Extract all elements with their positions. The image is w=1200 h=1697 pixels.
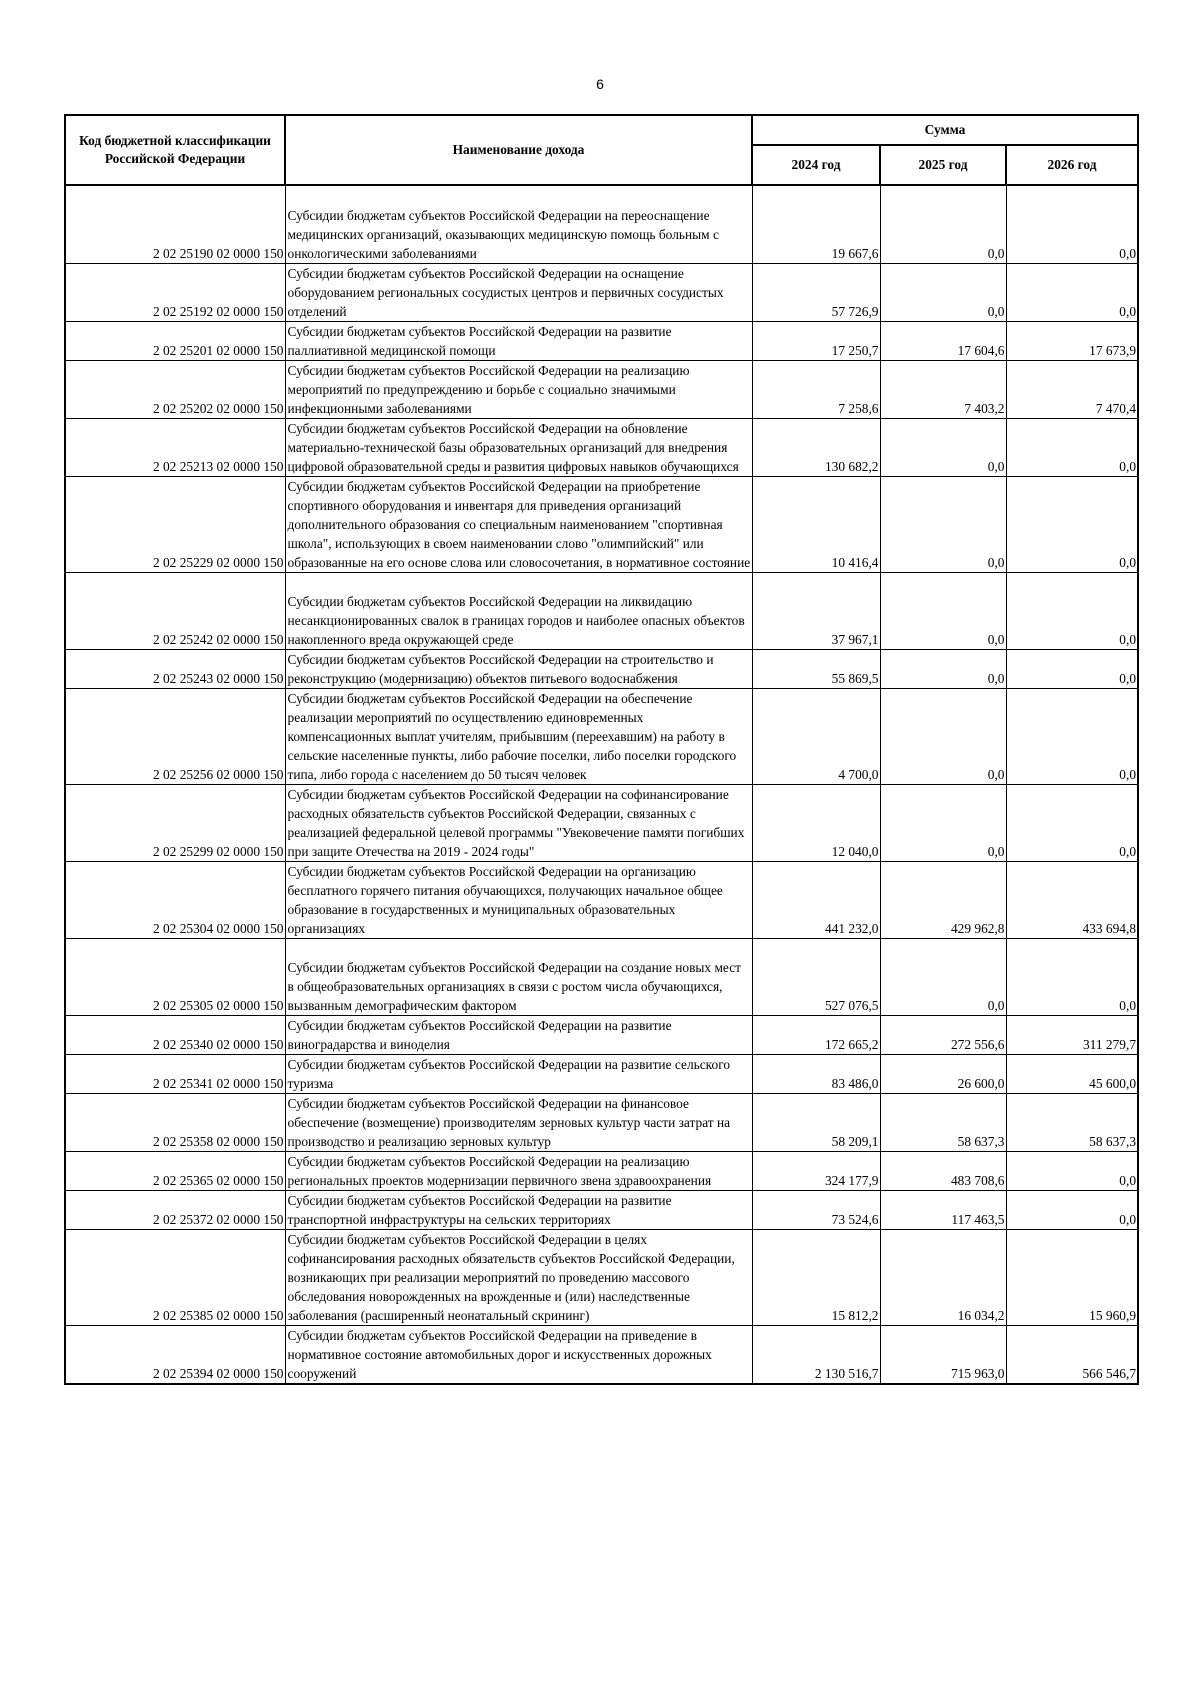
table-row xyxy=(65,361,1138,419)
table-row xyxy=(65,939,1138,1016)
row-name: Субсидии бюджетам субъектов Российской Федерации на обеспечение реализации мероприятий по осуществлению единовременных компенсационных выплат учителям, прибывшим (переехавшим) на работу в сельские населенные пункты, либо рабочие поселки, либо поселки городского типа, либо города с населением до 50 тысяч человек xyxy=(285,689,752,785)
row-code: 2 02 25299 02 0000 150 xyxy=(65,785,285,862)
row-code: 2 02 25341 02 0000 150 xyxy=(65,1055,285,1094)
header-year-2024: 2024 год xyxy=(752,145,880,185)
row-amount-2026: 0,0 xyxy=(1006,785,1138,862)
table-row xyxy=(65,419,1138,477)
row-amount-2025: 0,0 xyxy=(880,477,1006,573)
row-amount-2024: 19 667,6 xyxy=(752,185,880,264)
row-amount-2024: 17 250,7 xyxy=(752,322,880,361)
row-name: Субсидии бюджетам субъектов Российской Федерации на развитие сельского туризма xyxy=(285,1055,752,1094)
table-row xyxy=(65,264,1138,322)
header-year-2025: 2025 год xyxy=(880,145,1006,185)
row-code: 2 02 25394 02 0000 150 xyxy=(65,1326,285,1385)
row-amount-2025: 26 600,0 xyxy=(880,1055,1006,1094)
row-amount-2025: 0,0 xyxy=(880,185,1006,264)
row-amount-2025: 117 463,5 xyxy=(880,1191,1006,1230)
row-amount-2025: 272 556,6 xyxy=(880,1016,1006,1055)
row-amount-2025: 0,0 xyxy=(880,939,1006,1016)
row-amount-2025: 429 962,8 xyxy=(880,862,1006,939)
row-name: Субсидии бюджетам субъектов Российской Федерации на создание новых мест в общеобразовательных организациях в связи с ростом числа обучающихся, вызванным демографическим фактором xyxy=(285,939,752,1016)
header-sum: Сумма xyxy=(752,115,1138,145)
row-amount-2026: 15 960,9 xyxy=(1006,1230,1138,1326)
row-amount-2024: 4 700,0 xyxy=(752,689,880,785)
table-row xyxy=(65,1094,1138,1152)
row-amount-2026: 0,0 xyxy=(1006,650,1138,689)
row-code: 2 02 25304 02 0000 150 xyxy=(65,862,285,939)
row-amount-2026: 17 673,9 xyxy=(1006,322,1138,361)
row-amount-2025: 16 034,2 xyxy=(880,1230,1006,1326)
row-amount-2026: 433 694,8 xyxy=(1006,862,1138,939)
row-amount-2024: 7 258,6 xyxy=(752,361,880,419)
row-amount-2026: 311 279,7 xyxy=(1006,1016,1138,1055)
row-amount-2026: 45 600,0 xyxy=(1006,1055,1138,1094)
row-name: Субсидии бюджетам субъектов Российской Федерации на строительство и реконструкцию (модернизацию) объектов питьевого водоснабжения xyxy=(285,650,752,689)
table-row xyxy=(65,862,1138,939)
row-amount-2026: 0,0 xyxy=(1006,419,1138,477)
row-code: 2 02 25243 02 0000 150 xyxy=(65,650,285,689)
row-amount-2024: 12 040,0 xyxy=(752,785,880,862)
row-name: Субсидии бюджетам субъектов Российской Федерации на развитие виноградарства и виноделия xyxy=(285,1016,752,1055)
row-code: 2 02 25190 02 0000 150 xyxy=(65,185,285,264)
row-name: Субсидии бюджетам субъектов Российской Федерации на приведение в нормативное состояние автомобильных дорог и искусственных дорожных сооружений xyxy=(285,1326,752,1385)
row-amount-2025: 0,0 xyxy=(880,650,1006,689)
row-amount-2025: 0,0 xyxy=(880,573,1006,650)
row-amount-2026: 0,0 xyxy=(1006,939,1138,1016)
table-body xyxy=(65,185,1138,1384)
row-name: Субсидии бюджетам субъектов Российской Федерации на переоснащение медицинских организаций, оказывающих медицинскую помощь больным с онкологическими заболеваниями xyxy=(285,185,752,264)
row-amount-2025: 0,0 xyxy=(880,785,1006,862)
row-amount-2024: 441 232,0 xyxy=(752,862,880,939)
table-row xyxy=(65,1055,1138,1094)
table-row xyxy=(65,322,1138,361)
row-name: Субсидии бюджетам субъектов Российской Федерации на ликвидацию несанкционированных свалок в границах городов и наиболее опасных объектов накопленного вреда окружающей среде xyxy=(285,573,752,650)
row-name: Субсидии бюджетам субъектов Российской Федерации на софинансирование расходных обязательств субъектов Российской Федерации, связанных с реализацией федеральной целевой программы "Увековечение памяти погибших при защите Отечества на 2019 - 2024 годы" xyxy=(285,785,752,862)
row-code: 2 02 25229 02 0000 150 xyxy=(65,477,285,573)
row-code: 2 02 25242 02 0000 150 xyxy=(65,573,285,650)
row-code: 2 02 25340 02 0000 150 xyxy=(65,1016,285,1055)
row-amount-2025: 7 403,2 xyxy=(880,361,1006,419)
row-amount-2024: 37 967,1 xyxy=(752,573,880,650)
row-amount-2025: 0,0 xyxy=(880,419,1006,477)
row-amount-2025: 58 637,3 xyxy=(880,1094,1006,1152)
page-number: 6 xyxy=(596,76,604,92)
header-year-2026: 2026 год xyxy=(1006,145,1138,185)
row-code: 2 02 25213 02 0000 150 xyxy=(65,419,285,477)
row-amount-2026: 0,0 xyxy=(1006,1152,1138,1191)
row-name: Субсидии бюджетам субъектов Российской Федерации на финансовое обеспечение (возмещение) производителям зерновых культур части затрат на производство и реализацию зерновых культур xyxy=(285,1094,752,1152)
row-name: Субсидии бюджетам субъектов Российской Федерации на развитие транспортной инфраструктуры на сельских территориях xyxy=(285,1191,752,1230)
row-name: Субсидии бюджетам субъектов Российской Федерации на приобретение спортивного оборудования и инвентаря для приведения организаций дополнительного образования со специальным наименованием "спортивная школа", использующих в своем наименовании слово "олимпийский" или образованные на его основе слова или словосочетания, в нормативное состояние xyxy=(285,477,752,573)
row-amount-2024: 130 682,2 xyxy=(752,419,880,477)
row-code: 2 02 25256 02 0000 150 xyxy=(65,689,285,785)
row-amount-2024: 172 665,2 xyxy=(752,1016,880,1055)
row-code: 2 02 25372 02 0000 150 xyxy=(65,1191,285,1230)
row-amount-2025: 17 604,6 xyxy=(880,322,1006,361)
row-name: Субсидии бюджетам субъектов Российской Федерации в целях софинансирования расходных обязательств субъектов Российской Федерации, возникающих при реализации мероприятий по проведению массового обследования новорожденных на врожденные и (или) наследственные заболевания (расширенный неонатальный скрининг) xyxy=(285,1230,752,1326)
row-name: Субсидии бюджетам субъектов Российской Федерации на реализацию мероприятий по предупреждению и борьбе с социально значимыми инфекционными заболеваниями xyxy=(285,361,752,419)
row-amount-2024: 58 209,1 xyxy=(752,1094,880,1152)
row-amount-2024: 527 076,5 xyxy=(752,939,880,1016)
row-amount-2026: 0,0 xyxy=(1006,264,1138,322)
row-amount-2024: 10 416,4 xyxy=(752,477,880,573)
table-row xyxy=(65,185,1138,264)
row-code: 2 02 25192 02 0000 150 xyxy=(65,264,285,322)
row-code: 2 02 25305 02 0000 150 xyxy=(65,939,285,1016)
row-amount-2026: 0,0 xyxy=(1006,477,1138,573)
row-amount-2025: 0,0 xyxy=(880,689,1006,785)
row-amount-2026: 0,0 xyxy=(1006,1191,1138,1230)
row-amount-2024: 2 130 516,7 xyxy=(752,1326,880,1385)
table-row xyxy=(65,650,1138,689)
row-amount-2024: 55 869,5 xyxy=(752,650,880,689)
table-row xyxy=(65,1016,1138,1055)
row-code: 2 02 25385 02 0000 150 xyxy=(65,1230,285,1326)
row-name: Субсидии бюджетам субъектов Российской Федерации на реализацию региональных проектов модернизации первичного звена здравоохранения xyxy=(285,1152,752,1191)
table-header xyxy=(65,115,1138,185)
row-amount-2024: 15 812,2 xyxy=(752,1230,880,1326)
row-amount-2026: 566 546,7 xyxy=(1006,1326,1138,1385)
table-row xyxy=(65,1152,1138,1191)
row-amount-2024: 324 177,9 xyxy=(752,1152,880,1191)
table-row xyxy=(65,1230,1138,1326)
header-code: Код бюджетной классификации Российской Федерации xyxy=(65,115,285,185)
table-row xyxy=(65,785,1138,862)
row-code: 2 02 25202 02 0000 150 xyxy=(65,361,285,419)
row-name: Субсидии бюджетам субъектов Российской Федерации на оснащение оборудованием региональных сосудистых центров и первичных сосудистых отделений xyxy=(285,264,752,322)
row-amount-2024: 73 524,6 xyxy=(752,1191,880,1230)
table-row xyxy=(65,573,1138,650)
row-amount-2024: 83 486,0 xyxy=(752,1055,880,1094)
row-amount-2026: 58 637,3 xyxy=(1006,1094,1138,1152)
row-amount-2025: 715 963,0 xyxy=(880,1326,1006,1385)
row-amount-2024: 57 726,9 xyxy=(752,264,880,322)
row-name: Субсидии бюджетам субъектов Российской Федерации на обновление материально-технической базы образовательных организаций для внедрения цифровой образовательной среды и развития цифровых навыков обучающихся xyxy=(285,419,752,477)
table-row xyxy=(65,1191,1138,1230)
row-amount-2026: 0,0 xyxy=(1006,689,1138,785)
row-amount-2025: 483 708,6 xyxy=(880,1152,1006,1191)
table-row xyxy=(65,477,1138,573)
table-row xyxy=(65,689,1138,785)
row-code: 2 02 25201 02 0000 150 xyxy=(65,322,285,361)
table-row xyxy=(65,1326,1138,1385)
row-name: Субсидии бюджетам субъектов Российской Федерации на развитие паллиативной медицинской помощи xyxy=(285,322,752,361)
row-code: 2 02 25358 02 0000 150 xyxy=(65,1094,285,1152)
revenue-table xyxy=(64,114,1139,1385)
row-amount-2026: 0,0 xyxy=(1006,185,1138,264)
row-name: Субсидии бюджетам субъектов Российской Федерации на организацию бесплатного горячего питания обучающихся, получающих начальное общее образование в государственных и муниципальных образовательных организациях xyxy=(285,862,752,939)
row-amount-2025: 0,0 xyxy=(880,264,1006,322)
row-amount-2026: 7 470,4 xyxy=(1006,361,1138,419)
header-name: Наименование дохода xyxy=(285,115,752,185)
row-code: 2 02 25365 02 0000 150 xyxy=(65,1152,285,1191)
row-amount-2026: 0,0 xyxy=(1006,573,1138,650)
